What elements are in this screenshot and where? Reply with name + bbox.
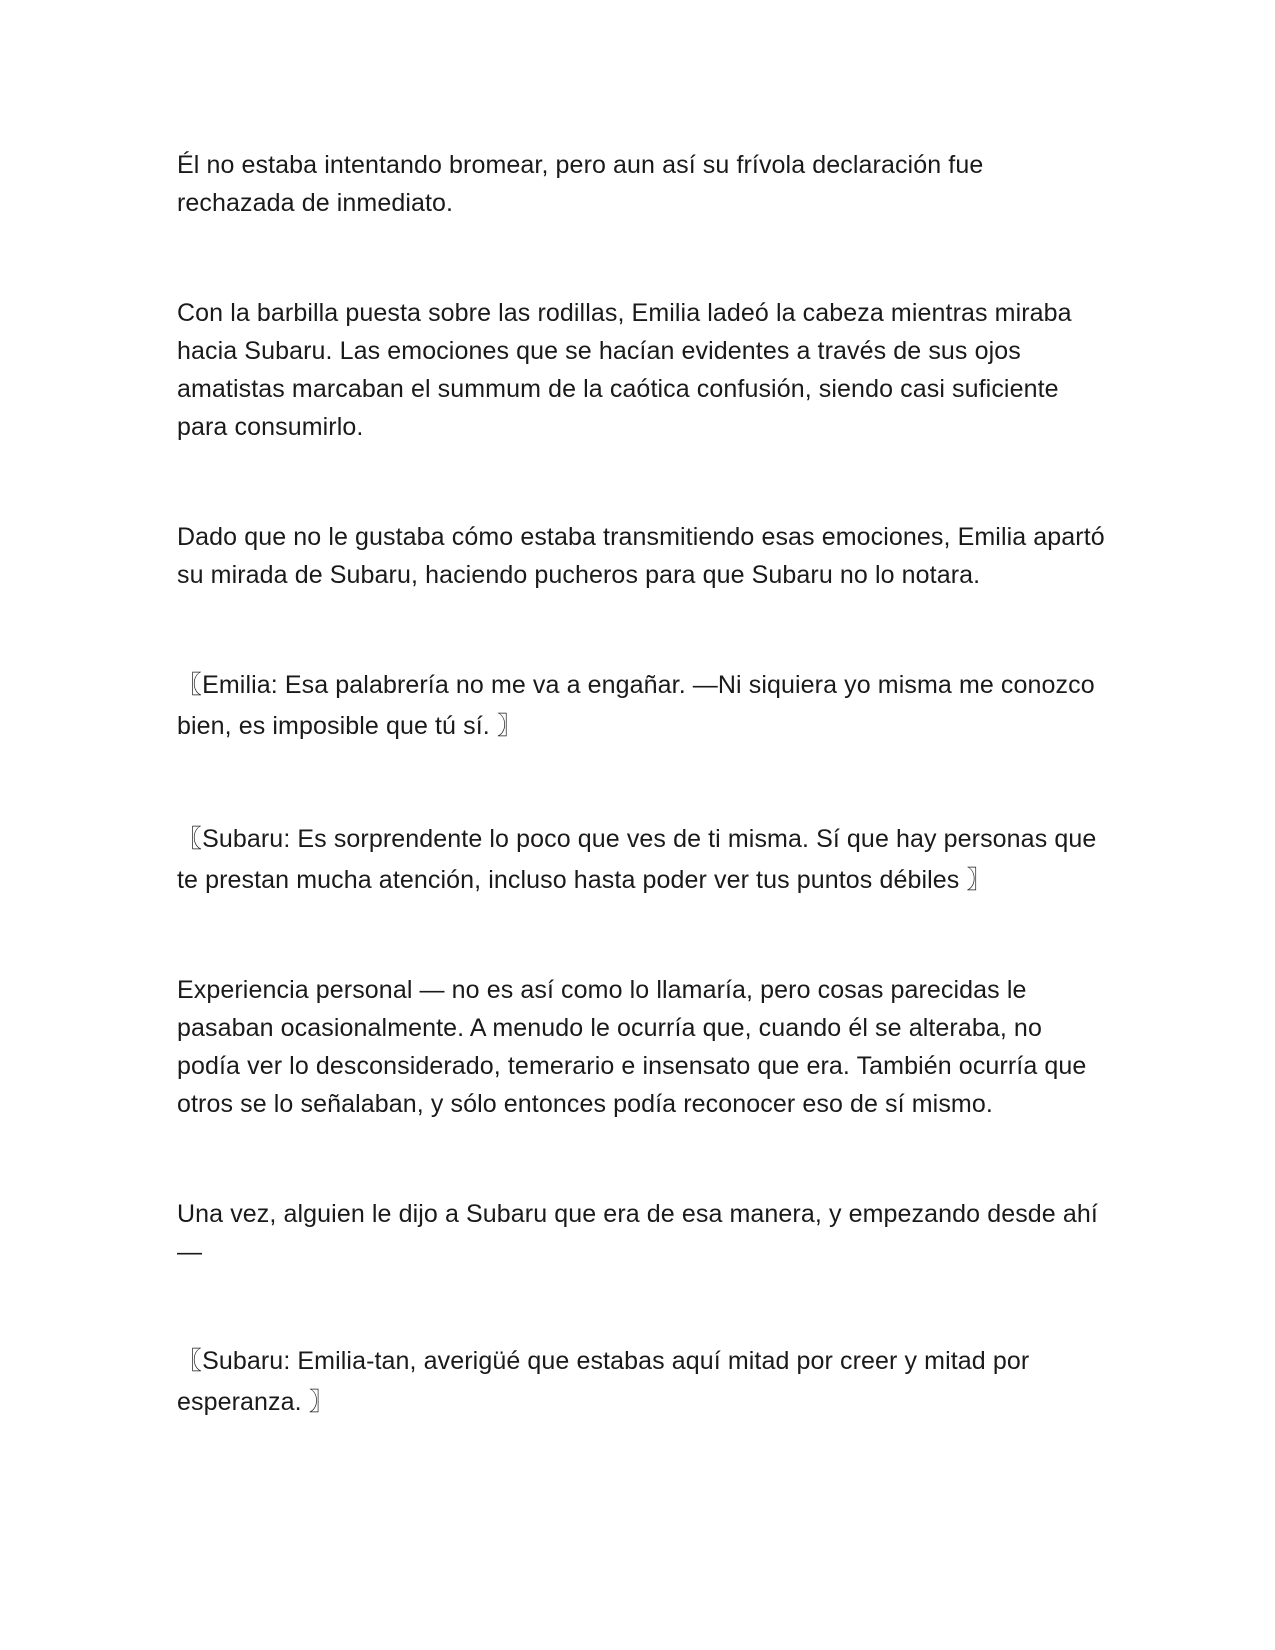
paragraph-1: Él no estaba intentando bromear, pero aun así su frívola declaración fue rechazada de inmediato. — [177, 151, 984, 217]
dialogue-subaru-1: 〖Subaru: Es sorprendente lo poco que ves de ti misma. Sí que hay personas que te prestan mucha atención, incluso hasta poder ver tus puntos débiles 〗 — [177, 825, 1097, 894]
paragraph-7: Una vez, alguien le dijo a Subaru que era de esa manera, y empezando desde ahí — — [177, 1200, 1098, 1266]
paragraph-3: Dado que no le gustaba cómo estaba transmitiendo esas emociones, Emilia apartó su mirada de Subaru, haciendo pucheros para que Subaru no lo notara. — [177, 523, 1105, 589]
dialogue-emilia: 〖Emilia: Esa palabrería no me va a engañar. —Ni siquiera yo misma me conozco bien, es imposible que tú sí. 〗 — [177, 671, 1095, 740]
text-column — [177, 146, 1107, 1495]
dialogue-subaru-2: 〖Subaru: Emilia-tan, averigüé que estabas aquí mitad por creer y mitad por esperanza. 〗 — [177, 1347, 1030, 1416]
paragraph-2: Con la barbilla puesta sobre las rodillas, Emilia ladeó la cabeza mientras miraba hacia Subaru. Las emociones que se hacían evidentes a través de sus ojos amatistas marcaban el summum de la caótica confusión, siendo casi suficiente para consumirlo. — [177, 299, 1072, 441]
paragraph-6: Experiencia personal — no es así como lo llamaría, pero cosas parecidas le pasaban ocasionalmente. A menudo le ocurría que, cuando él se alteraba, no podía ver lo desconsiderado, temerario e insensato que era. También ocurría que otros se lo señalaban, y sólo entonces podía reconocer eso de sí mismo. — [177, 976, 1087, 1118]
